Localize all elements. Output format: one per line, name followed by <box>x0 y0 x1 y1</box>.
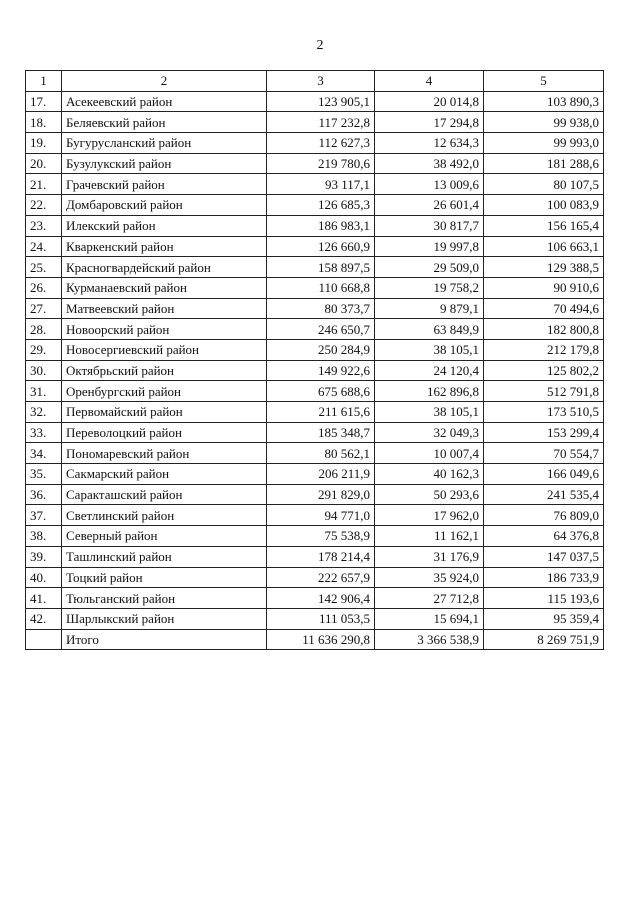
value-col-4: 30 817,7 <box>375 215 484 236</box>
value-col-3: 219 780,6 <box>267 153 375 174</box>
value-col-3: 111 053,5 <box>267 608 375 629</box>
district-name: Первомайский район <box>62 402 267 423</box>
table-row <box>26 257 604 278</box>
page-number: 2 <box>316 38 324 53</box>
row-number: 26. <box>26 277 62 298</box>
value-col-4: 11 162,1 <box>375 526 484 547</box>
row-number: 20. <box>26 153 62 174</box>
value-col-4: 9 879,1 <box>375 298 484 319</box>
value-col-3: 185 348,7 <box>267 422 375 443</box>
row-number: 21. <box>26 174 62 195</box>
row-number: 42. <box>26 608 62 629</box>
row-number: 37. <box>26 505 62 526</box>
value-col-3: 117 232,8 <box>267 112 375 133</box>
table-row <box>26 215 604 236</box>
table-row <box>26 464 604 485</box>
row-number: 29. <box>26 339 62 360</box>
district-name: Пономаревский район <box>62 443 267 464</box>
value-col-4: 24 120,4 <box>375 360 484 381</box>
row-number: 23. <box>26 215 62 236</box>
row-number: 17. <box>26 91 62 112</box>
table-row <box>26 608 604 629</box>
table-row <box>26 339 604 360</box>
table-row <box>26 195 604 216</box>
value-col-3: 250 284,9 <box>267 339 375 360</box>
row-number: 27. <box>26 298 62 319</box>
value-col-4: 40 162,3 <box>375 464 484 485</box>
row-number: 32. <box>26 402 62 423</box>
row-number: 34. <box>26 443 62 464</box>
value-col-5: 129 388,5 <box>484 257 604 278</box>
value-col-3: 675 688,6 <box>267 381 375 402</box>
value-col-4: 10 007,4 <box>375 443 484 464</box>
value-col-4: 20 014,8 <box>375 91 484 112</box>
district-name: Переволоцкий район <box>62 422 267 443</box>
value-col-4: 27 712,8 <box>375 588 484 609</box>
row-number: 28. <box>26 319 62 340</box>
value-col-5: 99 993,0 <box>484 133 604 154</box>
value-col-5: 186 733,9 <box>484 567 604 588</box>
value-col-3: 126 685,3 <box>267 195 375 216</box>
district-name: Саракташский район <box>62 484 267 505</box>
table-row <box>26 484 604 505</box>
table-row <box>26 319 604 340</box>
value-col-5: 64 376,8 <box>484 526 604 547</box>
district-name: Новоорский район <box>62 319 267 340</box>
value-col-3: 291 829,0 <box>267 484 375 505</box>
row-number: 22. <box>26 195 62 216</box>
value-col-5: 70 554,7 <box>484 443 604 464</box>
value-col-3: 206 211,9 <box>267 464 375 485</box>
value-col-5: 90 910,6 <box>484 277 604 298</box>
row-number: 38. <box>26 526 62 547</box>
value-col-3: 222 657,9 <box>267 567 375 588</box>
value-col-4: 29 509,0 <box>375 257 484 278</box>
value-col-3: 94 771,0 <box>267 505 375 526</box>
table-row <box>26 567 604 588</box>
district-name: Курманаевский район <box>62 277 267 298</box>
value-col-3: 80 373,7 <box>267 298 375 319</box>
total-value-3: 11 636 290,8 <box>267 629 375 650</box>
header-cell-3: 3 <box>267 71 375 92</box>
value-col-3: 142 906,4 <box>267 588 375 609</box>
data-table <box>25 70 604 650</box>
value-col-3: 178 214,4 <box>267 546 375 567</box>
value-col-3: 75 538,9 <box>267 526 375 547</box>
table-row <box>26 422 604 443</box>
district-name: Беляевский район <box>62 112 267 133</box>
table-row <box>26 381 604 402</box>
table-row <box>26 526 604 547</box>
district-name: Тоцкий район <box>62 567 267 588</box>
value-col-5: 182 800,8 <box>484 319 604 340</box>
district-name: Оренбургский район <box>62 381 267 402</box>
total-number <box>26 629 62 650</box>
district-name: Красногвардейский район <box>62 257 267 278</box>
table-body <box>26 91 604 629</box>
table-row <box>26 402 604 423</box>
value-col-5: 241 535,4 <box>484 484 604 505</box>
district-name: Шарлыкский район <box>62 608 267 629</box>
total-label: Итого <box>62 629 267 650</box>
value-col-5: 212 179,8 <box>484 339 604 360</box>
row-number: 18. <box>26 112 62 133</box>
value-col-5: 99 938,0 <box>484 112 604 133</box>
header-row <box>26 71 604 92</box>
value-col-5: 95 359,4 <box>484 608 604 629</box>
district-name: Бугурусланский район <box>62 133 267 154</box>
district-name: Илекский район <box>62 215 267 236</box>
value-col-4: 32 049,3 <box>375 422 484 443</box>
value-col-5: 166 049,6 <box>484 464 604 485</box>
value-col-5: 80 107,5 <box>484 174 604 195</box>
value-col-3: 149 922,6 <box>267 360 375 381</box>
value-col-5: 70 494,6 <box>484 298 604 319</box>
district-name: Бузулукский район <box>62 153 267 174</box>
header-cell-2: 2 <box>62 71 267 92</box>
value-col-4: 162 896,8 <box>375 381 484 402</box>
value-col-5: 103 890,3 <box>484 91 604 112</box>
district-name: Светлинский район <box>62 505 267 526</box>
row-number: 19. <box>26 133 62 154</box>
value-col-5: 156 165,4 <box>484 215 604 236</box>
value-col-4: 26 601,4 <box>375 195 484 216</box>
value-col-5: 115 193,6 <box>484 588 604 609</box>
value-col-5: 181 288,6 <box>484 153 604 174</box>
header-cell-4: 4 <box>375 71 484 92</box>
value-col-4: 38 105,1 <box>375 339 484 360</box>
table-row <box>26 153 604 174</box>
value-col-3: 112 627,3 <box>267 133 375 154</box>
value-col-4: 17 294,8 <box>375 112 484 133</box>
value-col-5: 153 299,4 <box>484 422 604 443</box>
value-col-3: 126 660,9 <box>267 236 375 257</box>
value-col-4: 38 492,0 <box>375 153 484 174</box>
row-number: 35. <box>26 464 62 485</box>
value-col-4: 13 009,6 <box>375 174 484 195</box>
header-cell-1: 1 <box>26 71 62 92</box>
value-col-3: 80 562,1 <box>267 443 375 464</box>
value-col-4: 19 997,8 <box>375 236 484 257</box>
value-col-4: 12 634,3 <box>375 133 484 154</box>
table-row <box>26 277 604 298</box>
district-name: Сакмарский район <box>62 464 267 485</box>
table-row <box>26 298 604 319</box>
table-row <box>26 546 604 567</box>
row-number: 39. <box>26 546 62 567</box>
district-name: Домбаровский район <box>62 195 267 216</box>
value-col-5: 512 791,8 <box>484 381 604 402</box>
district-name: Матвеевский район <box>62 298 267 319</box>
value-col-5: 100 083,9 <box>484 195 604 216</box>
header-cell-5: 5 <box>484 71 604 92</box>
value-col-3: 158 897,5 <box>267 257 375 278</box>
row-number: 33. <box>26 422 62 443</box>
value-col-4: 15 694,1 <box>375 608 484 629</box>
value-col-3: 123 905,1 <box>267 91 375 112</box>
district-name: Грачевский район <box>62 174 267 195</box>
value-col-4: 50 293,6 <box>375 484 484 505</box>
table-row <box>26 133 604 154</box>
row-number: 25. <box>26 257 62 278</box>
total-value-5: 8 269 751,9 <box>484 629 604 650</box>
row-number: 31. <box>26 381 62 402</box>
value-col-5: 125 802,2 <box>484 360 604 381</box>
table-row <box>26 174 604 195</box>
value-col-3: 110 668,8 <box>267 277 375 298</box>
total-row <box>26 629 604 650</box>
row-number: 24. <box>26 236 62 257</box>
district-name: Новосергиевский район <box>62 339 267 360</box>
value-col-5: 76 809,0 <box>484 505 604 526</box>
value-col-4: 17 962,0 <box>375 505 484 526</box>
row-number: 36. <box>26 484 62 505</box>
value-col-5: 147 037,5 <box>484 546 604 567</box>
table-row <box>26 505 604 526</box>
value-col-3: 186 983,1 <box>267 215 375 236</box>
district-name: Тюльганский район <box>62 588 267 609</box>
value-col-3: 246 650,7 <box>267 319 375 340</box>
value-col-5: 173 510,5 <box>484 402 604 423</box>
value-col-4: 38 105,1 <box>375 402 484 423</box>
value-col-4: 35 924,0 <box>375 567 484 588</box>
table-row <box>26 236 604 257</box>
value-col-4: 19 758,2 <box>375 277 484 298</box>
district-name: Кваркенский район <box>62 236 267 257</box>
table-row <box>26 360 604 381</box>
district-name: Асекеевский район <box>62 91 267 112</box>
table-row <box>26 443 604 464</box>
district-name: Ташлинский район <box>62 546 267 567</box>
district-name: Северный район <box>62 526 267 547</box>
value-col-4: 63 849,9 <box>375 319 484 340</box>
table-row <box>26 112 604 133</box>
table-row <box>26 588 604 609</box>
value-col-5: 106 663,1 <box>484 236 604 257</box>
district-name: Октябрьский район <box>62 360 267 381</box>
row-number: 30. <box>26 360 62 381</box>
total-value-4: 3 366 538,9 <box>375 629 484 650</box>
value-col-3: 93 117,1 <box>267 174 375 195</box>
value-col-3: 211 615,6 <box>267 402 375 423</box>
row-number: 40. <box>26 567 62 588</box>
value-col-4: 31 176,9 <box>375 546 484 567</box>
table-row <box>26 91 604 112</box>
row-number: 41. <box>26 588 62 609</box>
